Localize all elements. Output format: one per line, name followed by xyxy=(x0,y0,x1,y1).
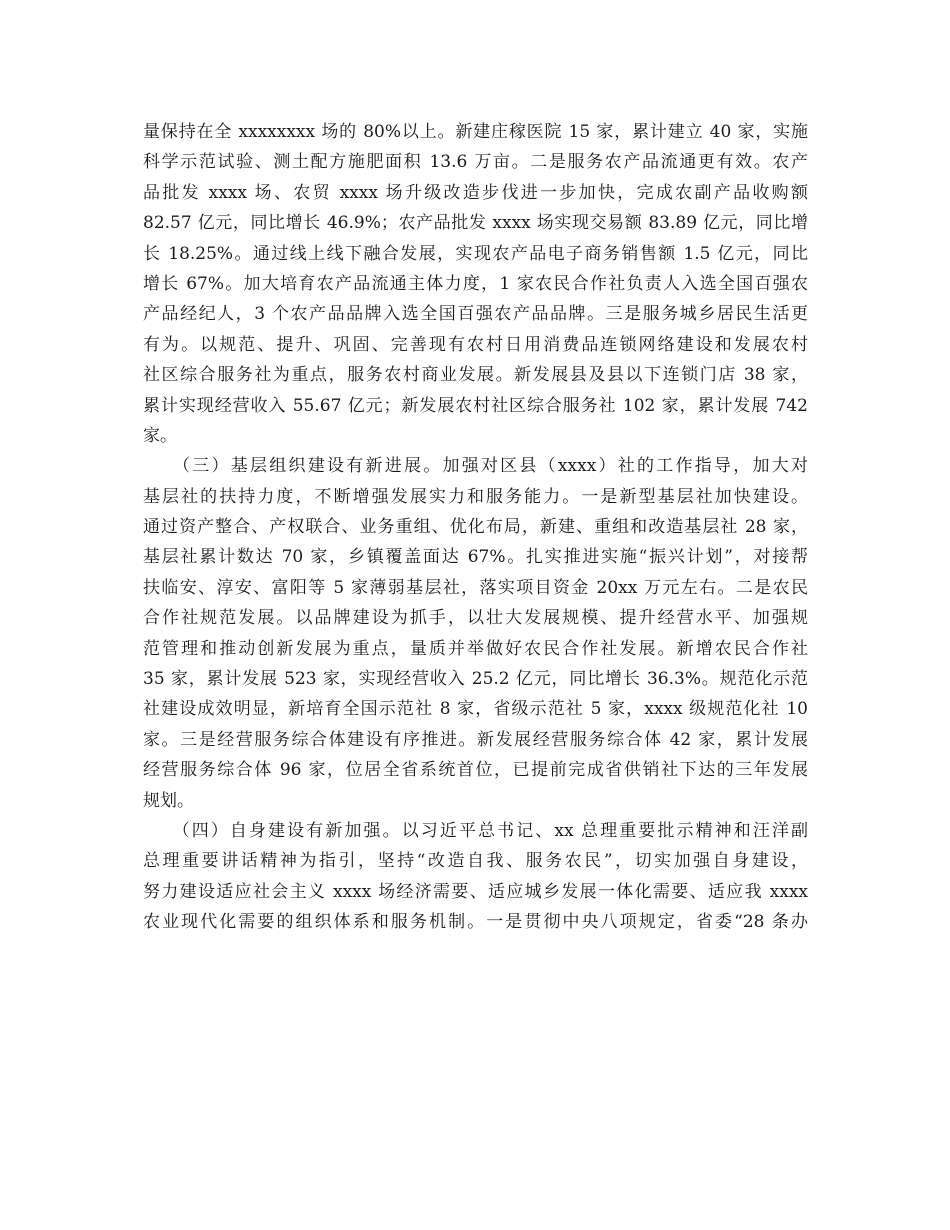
text-line: 量保持在全 xxxxxxxx 场的 80%以上。新建庄稼医院 15 家，累计建立 40 家，实施 xyxy=(143,122,808,142)
text-line: 82.57 亿元，同比增长 46.9%；农产品批发 xxxx 场实现交易额 83.89 亿元，同比增 xyxy=(143,213,808,234)
text-line: 有为。以规范、提升、巩固、完善现有农村日用消费品连锁网络建设和发展农村 xyxy=(143,334,808,355)
text-line: 基层社累计数达 70 家，乡镇覆盖面达 67%。扎实推进实施“振兴计划”，对接帮 xyxy=(143,547,808,568)
text-line: 农业现代化需要的组织体系和服务机制。一是贯彻中央八项规定，省委“28 条办 xyxy=(143,912,808,933)
text-line: 35 家，累计发展 523 家，实现经营收入 25.2 亿元，同比增长 36.3%。规范化示范 xyxy=(143,669,808,690)
text-line: 经营服务综合体 96 家，位居全省系统首位，已提前完成省供销社下达的三年发展 xyxy=(143,760,808,781)
text-line: 科学示范试验、测土配方施肥面积 13.6 万亩。二是服务农产品流通更有效。农产 xyxy=(143,152,808,173)
text-line: 长 18.25%。通过线上线下融合发展，实现农产品电子商务销售额 1.5 亿元，同比 xyxy=(143,243,808,264)
text-line: 社建设成效明显，新培育全国示范社 8 家，省级示范社 5 家，xxxx 级规范化社 10 xyxy=(143,699,808,720)
text-line: 增长 67%。加大培育农产品流通主体力度，1 家农民合作社负责人入选全国百强农 xyxy=(143,273,808,294)
text-line: 累计实现经营收入 55.67 亿元；新发展农村社区综合服务社 102 家，累计发展 742 xyxy=(143,395,808,416)
section-heading-line: （四）自身建设有新加强。以习近平总书记、xx 总理重要批示精神和汪洋副 xyxy=(143,820,808,841)
text-line: 合作社规范发展。以品牌建设为抓手，以壮大发展规模、提升经营水平、加强规 xyxy=(143,608,808,629)
text-line: 范管理和推动创新发展为重点，量质并举做好农民合作社发展。新增农民合作社 xyxy=(143,638,808,659)
body-text xyxy=(143,117,808,938)
section-heading-line: （三）基层组织建设有新进展。加强对区县（xxxx）社的工作指导，加大对 xyxy=(143,456,808,477)
text-line: 产品经纪人，3 个农产品品牌入选全国百强农产品品牌。三是服务城乡居民生活更 xyxy=(143,304,808,325)
text-line: 社区综合服务社为重点，服务农村商业发展。新发展县及县以下连锁门店 38 家， xyxy=(143,365,808,386)
text-line: 通过资产整合、产权联合、业务重组、优化布局，新建、重组和改造基层社 28 家， xyxy=(143,517,808,538)
text-line: 品批发 xxxx 场、农贸 xxxx 场升级改造步伐进一步加快，完成农副产品收购额 xyxy=(143,182,808,203)
text-line: 基层社的扶持力度，不断增强发展实力和服务能力。一是新型基层社加快建设。 xyxy=(143,486,808,507)
text-line: 努力建设适应社会主义 xxxx 场经济需要、适应城乡发展一体化需要、适应我 xxxx xyxy=(143,881,808,902)
text-line: 规划。 xyxy=(143,790,194,811)
text-line: 扶临安、淳安、富阳等 5 家薄弱基层社，落实项目资金 20xx 万元左右。二是农民 xyxy=(143,577,808,598)
text-line: 家。三是经营服务综合体建设有序推进。新发展经营服务综合体 42 家，累计发展 xyxy=(143,729,808,750)
text-line: 总理重要讲话精神为指引，坚持“改造自我、服务农民”，切实加强自身建设， xyxy=(143,851,808,872)
text-line: 家。 xyxy=(143,425,177,446)
